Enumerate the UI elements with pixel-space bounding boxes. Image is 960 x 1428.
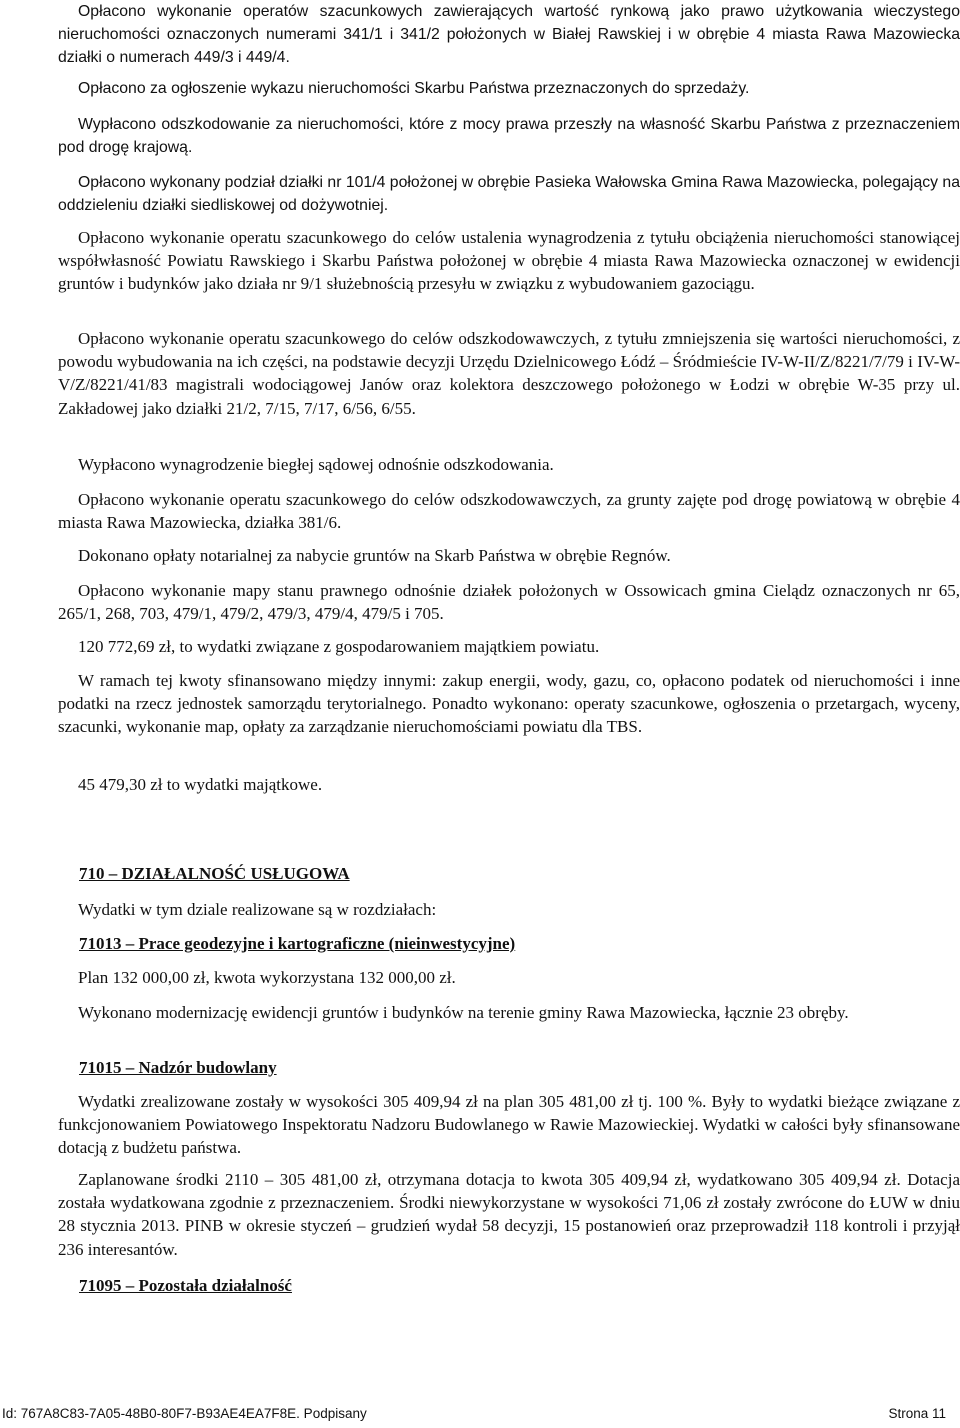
paragraph-chapters-intro: Wydatki w tym dziale realizowane są w rozdziałach: xyxy=(78,900,437,919)
chapter-heading-71013: 71013 – Prace geodezyjne i kartograficzne (nieinwestycyjne) xyxy=(79,934,516,953)
paragraph-building-supervision: Wydatki zrealizowane zostały w wysokości 305 409,94 zł na plan 305 481,00 zł tj. 100 %. Były to wydatki bieżące związane z funkcjonowaniem Powiatowego Inspektoratu Nadzoru Budowlanego w Rawie Mazowieckiej. Wydatki w całości były sfinansowane dotacją z budżetu państwa. xyxy=(58,1092,960,1158)
paragraph-appraisal-reports: Opłacono wykonanie operatów szacunkowych zawierających wartość rynkową jako prawo użytkowania wieczystego nieruchomości oznaczonych numerami 341/1 i 341/2 położonych w Białej Rawskiej i w obrębie 4 miasta Rawa Mazowiecka działki o numerach 449/3 i 449/4. xyxy=(58,3,960,67)
paragraph-road-appraisal: Opłacono wykonanie operatu szacunkowego do celów odszkodowawczych, za grunty zajęte pod drogę powiatową w obrębie 4 miasta Rawa Mazowiecka, działka 381/6. xyxy=(58,490,960,533)
paragraph-lodz-appraisal: Opłacono wykonanie operatu szacunkowego do celów odszkodowawczych, z tytułu zmniejszenia się wartości nieruchomości, z powodu wybudowania na ich części, na podstawie decyzji Urzędu Dzielnicowego Łódź – Śródmieście IV-W-II/Z/8221/7/79 i IV-W-V/Z/8221/41/83 magistrali wodociągowej Janów oraz kolektora deszczowego położonego w Łodzi w obrębie W-35 przy ul. Zakładowej jako działki 21/2, 7/15, 7/17, 6/56, 6/55. xyxy=(58,329,960,418)
paragraph-financed-items: W ramach tej kwoty sfinansowano między innymi: zakup energii, wody, gazu, co, opłacono podatek od nieruchomości i inne podatki na rzecz jednostek samorządu terytorialnego. Ponadto wykonano: operaty szacunkowe, ogłoszenia o przetargach, wyceny, szacunki, wykonanie map, opłaty za zarządzanie nieruchomościami powiatu dla TBS. xyxy=(58,671,960,737)
page-footer xyxy=(0,1404,960,1424)
paragraph-notary-fee: Dokonano opłaty notarialnej za nabycie gruntów na Skarb Państwa w obrębie Regnów. xyxy=(78,546,671,565)
paragraph-legal-map: Opłacono wykonanie mapy stanu prawnego odnośnie działek położonych w Ossowicach gmina Cielądz oznaczonych nr 65, 265/1, 268, 703, 479/1, 479/2, 479/3, 479/4, 479/5 i 705. xyxy=(58,581,960,624)
paragraph-plot-division: Opłacono wykonany podział działki nr 101/4 położonej w obrębie Pasieka Wałowska Gmina Rawa Mazowiecka, polegający na oddzieleniu działki siedliskowej od dożywotniej. xyxy=(58,174,960,215)
paragraph-easement-appraisal: Opłacono wykonanie operatu szacunkowego do celów ustalenia wynagrodzenia z tytułu obciążenia nieruchomości stanowiącej współwłasność Powiatu Rawskiego i Skarbu Państwa położonej w obrębie 4 miasta Rawa Mazowiecka oznaczonej w ewidencji gruntów i budynków jako działa nr 9/1 służebnością przesyłu w związku z wybudowaniem gazociągu. xyxy=(58,228,960,294)
paragraph-announcement: Opłacono za ogłoszenie wykazu nieruchomości Skarbu Państwa przeznaczonych do sprzedaży. xyxy=(78,80,750,97)
chapter-heading-71095: 71095 – Pozostała działalność xyxy=(79,1276,292,1295)
page-number: Strona 11 xyxy=(888,1406,946,1421)
paragraph-capital-expenditure: 45 479,30 zł to wydatki majątkowe. xyxy=(78,775,323,794)
chapter-heading-71015: 71015 – Nadzór budowlany xyxy=(79,1058,277,1077)
paragraph-asset-management-total: 120 772,69 zł, to wydatki związane z gospodarowaniem majątkiem powiatu. xyxy=(78,637,600,656)
paragraph-modernization: Wykonano modernizację ewidencji gruntów i budynków na terenie gminy Rawa Mazowiecka, łącznie 23 obręby. xyxy=(78,1003,849,1022)
paragraph-expert-fee: Wypłacono wynagrodzenie biegłej sądowej odnośnie odszkodowania. xyxy=(78,455,554,474)
section-heading-710: 710 – DZIAŁALNOŚĆ USŁUGOWA xyxy=(79,864,350,883)
paragraph-compensation: Wypłacono odszkodowanie za nieruchomości, które z mocy prawa przeszły na własność Skarbu Państwa z przeznaczeniem pod drogę krajową. xyxy=(58,116,960,157)
paragraph-planned-funds: Zaplanowane środki 2110 – 305 481,00 zł, otrzymana dotacja to kwota 305 409,94 zł, wydatkowano 305 409,94 zł. Dotacja została wydatkowana zgodnie z przeznaczeniem. Środki niewykorzystane w wysokości 71,06 zł zostały zwrócone do ŁUW w dniu 28 stycznia 2013. PINB w okresie styczeń – grudzień wydał 58 decyzji, 15 postanowień oraz przeprowadził 118 kontroli i przyjął 236 interesantów. xyxy=(58,1170,960,1259)
document-id: Id: 767A8C83-7A05-48B0-80F7-B93AE4EA7F8E. Podpisany xyxy=(2,1406,367,1421)
paragraph-plan-71013: Plan 132 000,00 zł, kwota wykorzystana 132 000,00 zł. xyxy=(78,968,456,987)
